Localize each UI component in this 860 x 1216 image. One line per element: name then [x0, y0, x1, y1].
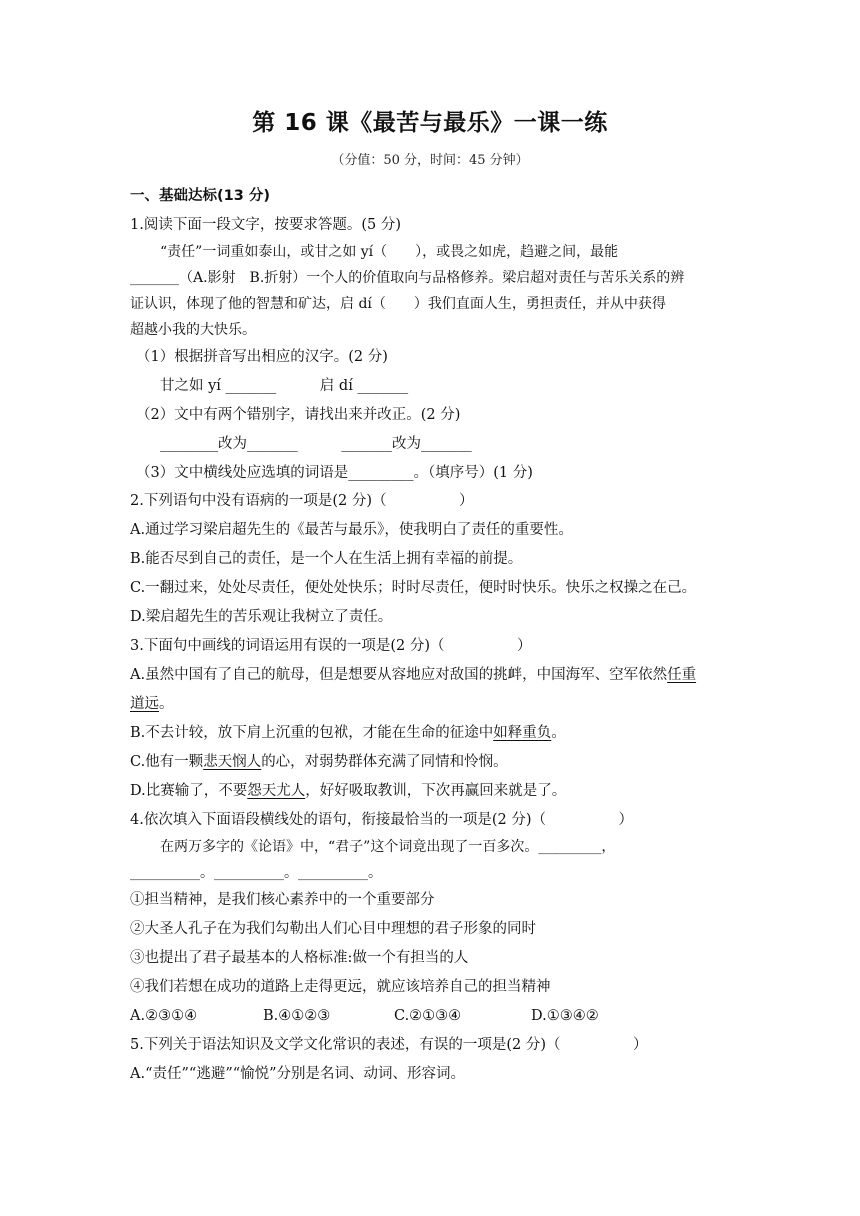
- q3-option-a: [130, 665, 696, 685]
- q3-underlined-word: 任重: [667, 667, 697, 683]
- q3-option-b: [130, 723, 566, 743]
- q3-stem: 3.下面句中画线的词语运用有误的一项是(2 分)（ ）: [130, 638, 532, 654]
- q1-sub1: （1）根据拼音写出相应的汉字。(2 分): [136, 349, 388, 365]
- q1-stem: 1.阅读下面一段文字，按要求答题。(5 分): [130, 217, 401, 233]
- q4-choices: [130, 1006, 599, 1026]
- q4-choice-b: B.④①②③: [263, 1008, 331, 1024]
- q3-underlined-word: 悲天悯人: [203, 754, 262, 770]
- q4-choice-d: D.①③④②: [531, 1008, 599, 1024]
- q3-option-d-text: D.比赛输了，不要: [130, 783, 248, 799]
- section-heading: 一、基础达标(13 分): [130, 188, 270, 204]
- q3-option-a-text: A.虽然中国有了自己的航母，但是想要从容地应对敌国的挑衅，中国海军、空军依然: [130, 667, 668, 683]
- q1-passage-line: 超越小我的大快乐。: [130, 322, 256, 338]
- q5-option-a: A.“责任”“逃避”“愉悦”分别是名词、动词、形容词。: [130, 1066, 466, 1082]
- q4-choice-c: C.②①③④: [394, 1008, 462, 1024]
- q4-item: ③也提出了君子最基本的人格标准:做一个有担当的人: [130, 950, 469, 966]
- q2-option-c: C.一翻过来，处处尽责任，便处处快乐；时时尽责任，便时时快乐。快乐之权操之在己。: [130, 580, 697, 596]
- q1-sub1-answer: 甘之如 yí _______ 启 dí _______: [160, 378, 409, 394]
- q1-passage-line: “责任”一词重如泰山，或甘之如 yí（ ），或畏之如虎，趋避之间，最能: [160, 244, 619, 260]
- q2-option-b: B.能否尽到自己的责任，是一个人在生活上拥有幸福的前提。: [130, 551, 523, 567]
- q2-option-d: D.梁启超先生的苦乐观让我树立了责任。: [130, 609, 393, 625]
- q3-option-a-continued: [130, 694, 174, 714]
- q1-passage-line: 证认识，体现了他的智慧和矿达，启 dí（ ）我们直面人生，勇担责任，并从中获得: [130, 296, 666, 312]
- q3-underlined-word: 如释重负: [493, 725, 552, 741]
- page-title: 第 16 课《最苦与最乐》一课一练: [252, 110, 608, 136]
- q2-stem: 2.下列语句中没有语病的一项是(2 分)（ ）: [130, 493, 474, 509]
- q3-punct: 。: [551, 725, 566, 741]
- q1-sub3: （3）文中横线处应选填的词语是_________。（填序号）(1 分): [136, 465, 533, 481]
- q1-passage-line: _______（A.影射 B.折射）一个人的价值取向与品格修养。梁启超对责任与苦乐关系的辨: [130, 270, 685, 286]
- q1-sub2-answer: ________改为_______ _______改为_______: [160, 436, 472, 452]
- q3-punct: 。: [159, 696, 174, 712]
- q3-option-c-rest: 的心，对弱势群体充满了同情和怜悯。: [261, 754, 508, 770]
- q3-option-d: [130, 781, 566, 801]
- q4-passage-line: 在两万多字的《论语》中，“君子”这个词竟出现了一百多次。_________，: [160, 839, 616, 855]
- q3-underlined-word: 怨天尤人: [247, 783, 306, 799]
- q3-option-c: [130, 752, 508, 772]
- q4-item: ①担当精神，是我们核心素养中的一个重要部分: [130, 892, 435, 908]
- q3-option-c-text: C.他有一颗: [130, 754, 204, 770]
- q4-item: ④我们若想在成功的道路上走得更远，就应该培养自己的担当精神: [130, 979, 551, 995]
- q4-choice-a: A.②③①④: [130, 1008, 198, 1024]
- q3-underlined-word: 道远: [130, 696, 159, 712]
- q4-stem: 4.依次填入下面语段横线处的语句，衔接最恰当的一项是(2 分)（ ）: [130, 812, 633, 828]
- q2-option-a: A.通过学习梁启超先生的《最苦与最乐》，使我明白了责任的重要性。: [130, 522, 573, 538]
- q5-stem: 5.下列关于语法知识及文学文化常识的表述，有误的一项是(2 分)（ ）: [130, 1037, 648, 1053]
- q4-item: ②大圣人孔子在为我们勾勒出人们心目中理想的君子形象的同时: [130, 921, 536, 937]
- q1-sub2: （2）文中有两个错别字，请找出来并改正。(2 分): [136, 407, 461, 423]
- q4-passage-line: __________。__________。__________。: [130, 865, 382, 881]
- q3-option-d-rest: ，好好吸取教训，下次再赢回来就是了。: [305, 783, 567, 799]
- q3-option-b-text: B.不去计较，放下肩上沉重的包袱，才能在生命的征途中: [130, 725, 494, 741]
- score-time-info: （分值：50 分，时间：45 分钟）: [331, 153, 529, 168]
